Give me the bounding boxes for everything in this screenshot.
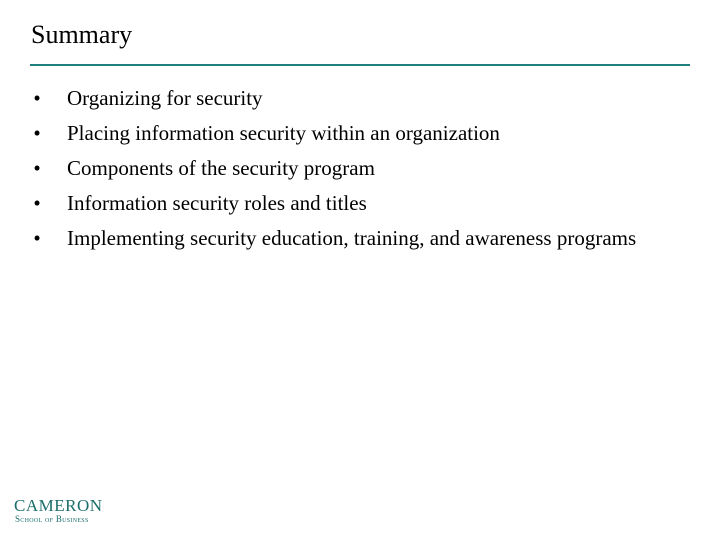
bullet-icon: • bbox=[33, 191, 41, 215]
cameron-logo bbox=[14, 497, 104, 529]
bullet-text: Placing information security within an organization bbox=[67, 121, 500, 145]
bullet-icon: • bbox=[33, 86, 41, 110]
bullet-icon: • bbox=[33, 121, 41, 145]
logo-wordmark: CAMERON bbox=[14, 496, 103, 515]
bullet-item bbox=[30, 186, 670, 221]
bullet-item bbox=[30, 151, 670, 186]
bullet-icon: • bbox=[33, 156, 41, 180]
bullet-list bbox=[30, 81, 670, 256]
bullet-text: Implementing security education, training, and awareness programs bbox=[67, 226, 637, 250]
bullet-text: Organizing for security bbox=[67, 86, 263, 110]
slide-title: Summary bbox=[31, 20, 133, 49]
bullet-text: Information security roles and titles bbox=[67, 191, 367, 215]
bullet-icon: • bbox=[33, 226, 41, 250]
title-divider bbox=[30, 64, 690, 66]
bullet-item bbox=[30, 81, 670, 116]
logo-subtitle: School of Business bbox=[15, 514, 89, 524]
bullet-text: Components of the security program bbox=[67, 156, 375, 180]
bullet-item bbox=[30, 116, 670, 151]
bullet-item bbox=[30, 221, 670, 256]
